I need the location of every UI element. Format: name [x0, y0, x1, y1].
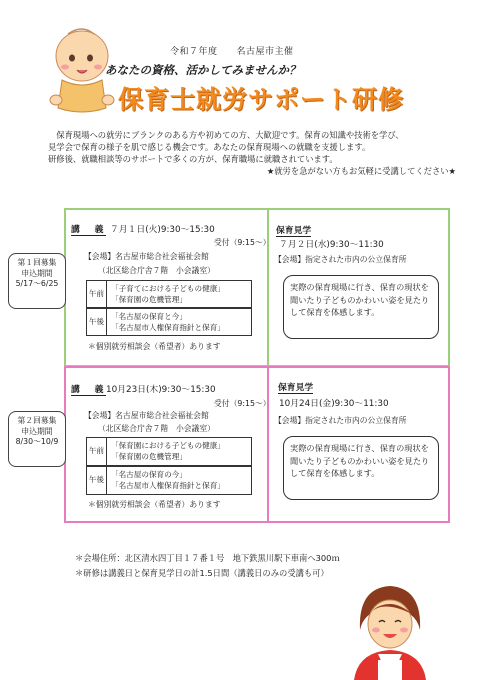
pm-block — [86, 466, 252, 495]
tour-description: 実際の保育現場に行き、保育の現状を聞いたり子どものかわいい姿を見たりして保育を体感します。 — [283, 436, 439, 500]
session-divider — [267, 210, 269, 365]
intro-line-3: 研修後、就職相談等のサポートで多くの方が、保育職場に就職されています。 — [48, 153, 338, 164]
pm-item: 「名古屋市人権保育指針と保育」 — [111, 323, 225, 332]
venue-sub: （北区総合庁舎７階 小会議室） — [98, 266, 215, 275]
session-1-box — [64, 208, 450, 367]
intro-line-1: 保育現場への就労にブランクのある方や初めての方、大歓迎です。保育の知識や技術を学び、 — [48, 130, 404, 140]
intro-line-4: ★就労を急がない方もお気軽に受講してください★ — [266, 166, 456, 177]
teacher-illustration — [350, 580, 430, 680]
reception-time: 受付（9:15〜） — [214, 238, 271, 247]
am-block — [86, 280, 252, 308]
tour-date: ７月２日(水)9:30〜11:30 — [279, 240, 384, 250]
venue-sub: （北区総合庁舎７階 小会議室） — [98, 424, 215, 433]
organizer-line: 令和７年度 名古屋市主催 — [170, 47, 294, 57]
recruit-title: 第１回募集 — [17, 258, 57, 267]
reception-time: 受付（9:15〜） — [214, 399, 271, 408]
lecture-label: 講 義 — [71, 222, 106, 236]
course-note: ＊研修は講義日と保育見学日の計1.5日間（講義日のみの受講も可） — [75, 568, 329, 578]
page-title: 保育士就労サポート研修 — [118, 85, 405, 114]
lecture-date: ７月１日(火)9:30〜15:30 — [110, 225, 215, 235]
tour-description: 実際の保育現場に行き、保育の現状を聞いたり子どものかわいい姿を見たりして保育を体感します。 — [283, 275, 439, 339]
consult-note: ＊個別就労相談会（希望者）あります — [88, 500, 221, 509]
session-divider — [267, 368, 269, 521]
pm-item: 「名古屋の保育の今」 — [111, 470, 187, 479]
am-item: 「保育園における子どもの健康」 — [111, 441, 225, 450]
recruit-label: 申込期間 — [21, 426, 53, 436]
recruit-label: 申込期間 — [21, 268, 53, 278]
pm-label: 午後 — [87, 309, 107, 335]
am-item: 「子育てにおける子どもの健康」 — [111, 284, 225, 293]
catch-copy: あなたの資格、活かしてみませんか？ — [105, 63, 301, 77]
consult-note: ＊個別就労相談会（希望者）あります — [88, 342, 221, 351]
lecture-date: 10月23日(木)9:30〜15:30 — [106, 385, 216, 395]
intro-text — [48, 130, 456, 178]
recruit-dates: 8/30〜10/9 — [15, 437, 59, 447]
tour-date: 10月24日(金)9:30〜11:30 — [279, 399, 389, 409]
am-block — [86, 437, 252, 466]
venue: 【会場】名古屋市総合社会福祉会館 — [84, 252, 209, 261]
lecture-label: 講 義 — [71, 382, 106, 396]
intro-line-2: 見学会で保育の様子を肌で感じる機会です。あなたの保育現場への就職を支援します。 — [48, 141, 371, 152]
am-label: 午前 — [87, 438, 107, 465]
am-item: 「保育園の危機管理」 — [111, 452, 187, 461]
session-2-box — [64, 366, 450, 523]
tour-venue: 【会場】指定された市内の公立保育所 — [274, 255, 407, 264]
recruit-title: 第２回募集 — [17, 416, 57, 425]
tour-label: 保育見学 — [278, 380, 313, 394]
pm-block — [86, 308, 252, 336]
pm-label: 午後 — [87, 467, 107, 494]
tour-label: 保育見学 — [276, 223, 311, 237]
venue: 【会場】名古屋市総合社会福祉会館 — [84, 411, 209, 420]
am-item: 「保育園の危機管理」 — [111, 295, 187, 304]
tour-venue: 【会場】指定された市内の公立保育所 — [274, 416, 407, 425]
pm-item: 「名古屋の保育と今」 — [111, 312, 187, 321]
pm-item: 「名古屋市人権保育指針と保育」 — [111, 481, 225, 490]
recruit-period-1 — [8, 253, 66, 309]
am-label: 午前 — [87, 281, 107, 307]
address-note: ＊会場住所：北区清水四丁目１７番１号 地下鉄黒川駅下車南へ300ｍ — [75, 553, 340, 563]
recruit-dates: 5/17〜6/25 — [15, 279, 59, 289]
recruit-period-2 — [8, 411, 66, 467]
